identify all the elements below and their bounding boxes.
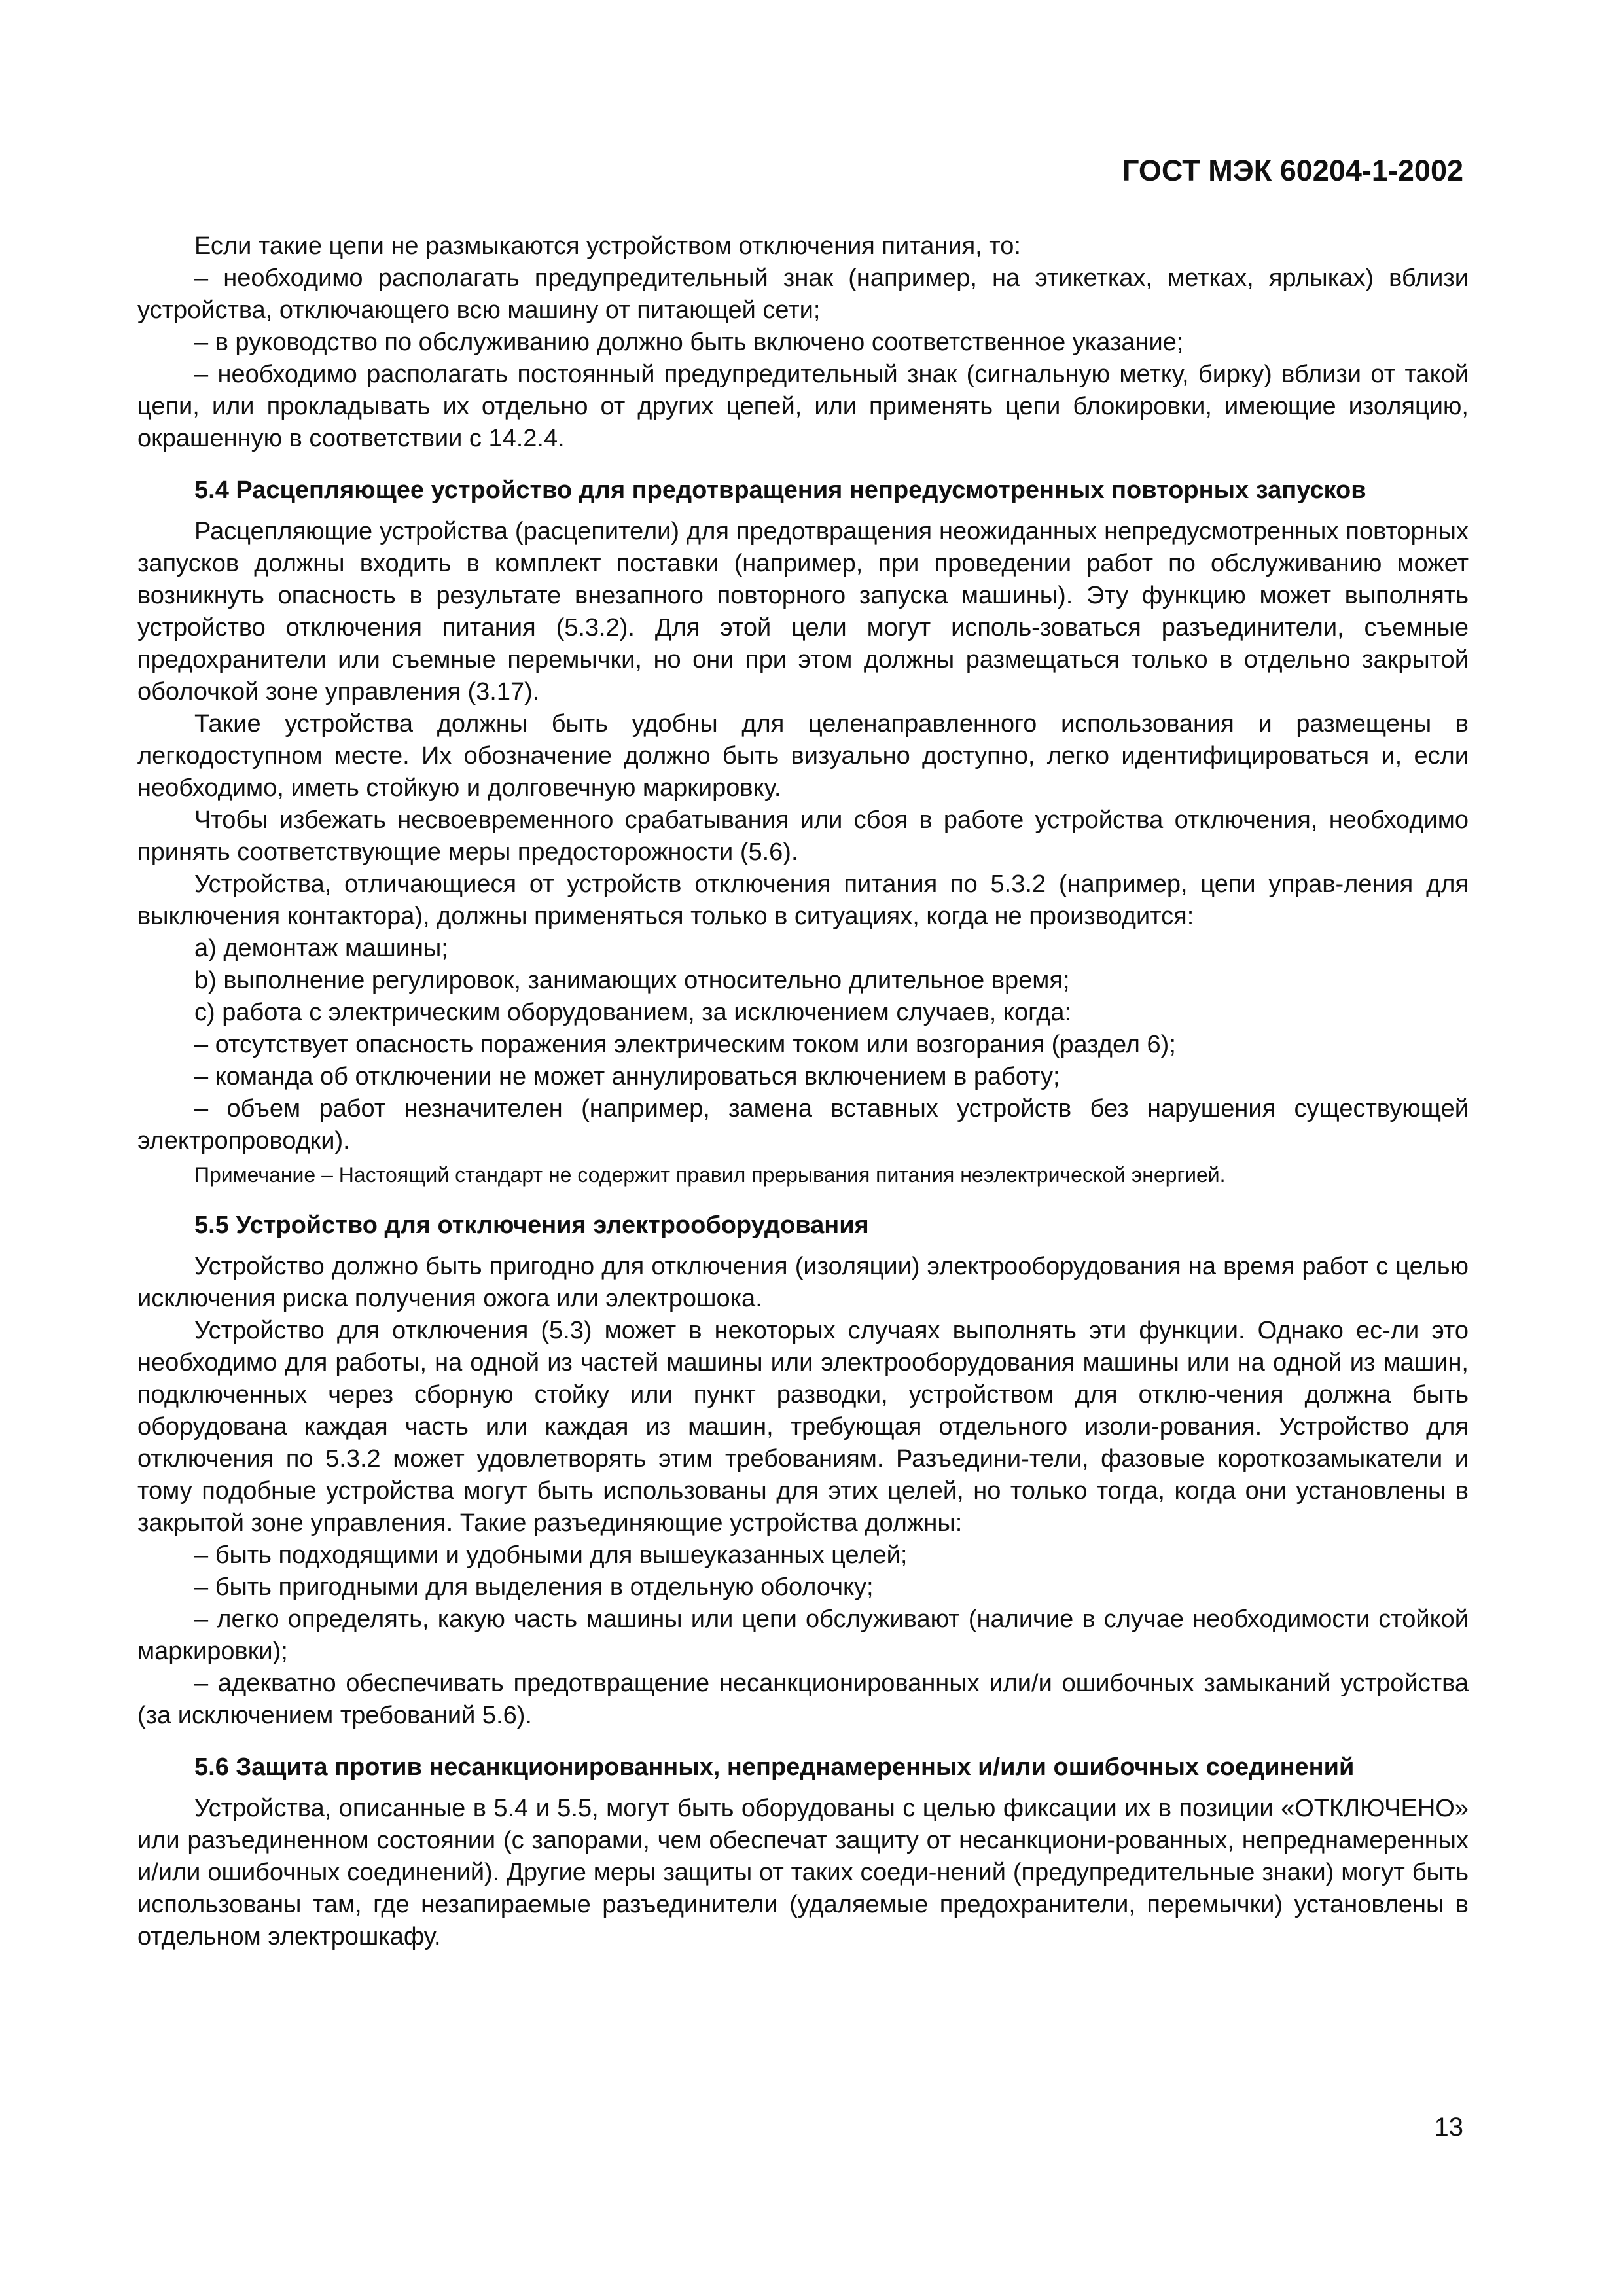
paragraph: Расцепляющие устройства (расцепители) для предотвращения неожиданных непредусмотренных повторных запусков должны входить в комплект поставки (например, при проведении работ по обслуживанию может возникнуть опасность в результате внезапного повторного запуска машины). Эту функцию может выполнять устройство отключения питания (5.3.2). Для этой цели могут исполь-зоваться разъединители, съемные предохранители или съемные перемычки, но они при этом должны размещаться только в отдельно закрытой оболочкой зоне управления (3.17). bbox=[137, 518, 1469, 706]
page-number: 13 bbox=[1434, 2113, 1463, 2142]
note: Примечание – Настоящий стандарт не содержит правил прерывания питания неэлектрической энергией. bbox=[194, 1163, 1226, 1187]
list-item: a) демонтаж машины; bbox=[194, 935, 448, 962]
list-item: – легко определять, какую часть машины или цепи обслуживают (наличие в случае необходимости стойкой маркировки); bbox=[137, 1605, 1469, 1665]
paragraph: Устройства, отличающиеся от устройств отключения питания по 5.3.2 (например, цепи управ-ления для выключения контактора), должны применяться только в ситуациях, когда не производится: bbox=[137, 870, 1469, 930]
list-item: b) выполнение регулировок, занимающих относительно длительное время; bbox=[194, 967, 1070, 994]
paragraph: Если такие цепи не размыкаются устройством отключения питания, то: bbox=[194, 232, 1021, 260]
list-item: – отсутствует опасность поражения электрическим током или возгорания (раздел 6); bbox=[194, 1031, 1176, 1058]
list-item: – команда об отключении не может аннулироваться включением в работу; bbox=[194, 1063, 1060, 1090]
document-id: ГОСТ МЭК 60204-1-2002 bbox=[1122, 154, 1463, 187]
page-content bbox=[137, 230, 1469, 1953]
list-item: c) работа с электрическим оборудованием, за исключением случаев, когда: bbox=[194, 999, 1072, 1026]
list-item: – быть пригодными для выделения в отдельную оболочку; bbox=[194, 1573, 874, 1601]
list-item: – необходимо располагать постоянный предупредительный знак (сигнальную метку, бирку) вблизи от такой цепи, или прокладывать их отдельно от других цепей, или применять цепи блокировки, имеющие изоляцию, окрашенную в соответствии с 14.2.4. bbox=[137, 361, 1469, 452]
paragraph: Устройства, описанные в 5.4 и 5.5, могут быть оборудованы с целью фиксации их в позиции «ОТКЛЮЧЕНО» или разъединенном состоянии (с запорами, чем обеспечат защиту от несанкциони-рованных, непреднамеренных и/или ошибочных соединений). Другие меры защиты от таких соеди-нений (предупредительные знаки) могут быть использованы там, где незапираемые разъединители (удаляемые предохранители, перемычки) установлены в отдельном электрошкафу. bbox=[137, 1795, 1469, 1950]
paragraph: Такие устройства должны быть удобны для целенаправленного использования и размещены в легкодоступном месте. Их обозначение должно быть визуально доступно, легко идентифицироваться и, если необходимо, иметь стойкую и долговечную маркировку. bbox=[137, 710, 1469, 802]
section-heading-5-5: 5.5 Устройство для отключения электрооборудования bbox=[194, 1211, 869, 1239]
list-item: – объем работ незначителен (например, замена вставных устройств без нарушения существующей электропроводки). bbox=[137, 1095, 1469, 1155]
list-item: – быть подходящими и удобными для вышеуказанных целей; bbox=[194, 1541, 908, 1569]
list-item: – адекватно обеспечивать предотвращение несанкционированных или/и ошибочных замыканий устройства (за исключением требований 5.6). bbox=[137, 1670, 1469, 1729]
list-item: – в руководство по обслуживанию должно быть включено соответственное указание; bbox=[194, 329, 1184, 356]
section-heading-5-4: 5.4 Расцепляющее устройство для предотвращения непредусмотренных повторных запусков bbox=[194, 476, 1366, 504]
list-item: – необходимо располагать предупредительный знак (например, на этикетках, метках, ярлыках) вблизи устройства, отключающего всю машину от питающей сети; bbox=[137, 264, 1469, 324]
paragraph: Устройство для отключения (5.3) может в некоторых случаях выполнять эти функции. Однако ес-ли это необходимо для работы, на одной из частей машины или электрооборудования машины или на одной из машин, подключенных через сборную стойку или пункт разводки, устройством для отклю-чения должна быть оборудована каждая часть или каждая из машин, требующая отдельного изоли-рования. Устройство для отключения по 5.3.2 может удовлетворять этим требованиям. Разъедини-тели, фазовые короткозамыкатели и тому подобные устройства могут быть использованы для этих целей, но только тогда, когда они установлены в закрытой зоне управления. Такие разъединяющие устройства должны: bbox=[137, 1317, 1469, 1537]
paragraph: Устройство должно быть пригодно для отключения (изоляции) электрооборудования на время работ с целью исключения риска получения ожога или электрошока. bbox=[137, 1253, 1469, 1312]
paragraph: Чтобы избежать несвоевременного срабатывания или сбоя в работе устройства отключения, необходимо принять соответствующие меры предосторожности (5.6). bbox=[137, 806, 1469, 866]
section-heading-5-6: 5.6 Защита против несанкционированных, непреднамеренных и/или ошибочных соединений bbox=[194, 1753, 1355, 1781]
